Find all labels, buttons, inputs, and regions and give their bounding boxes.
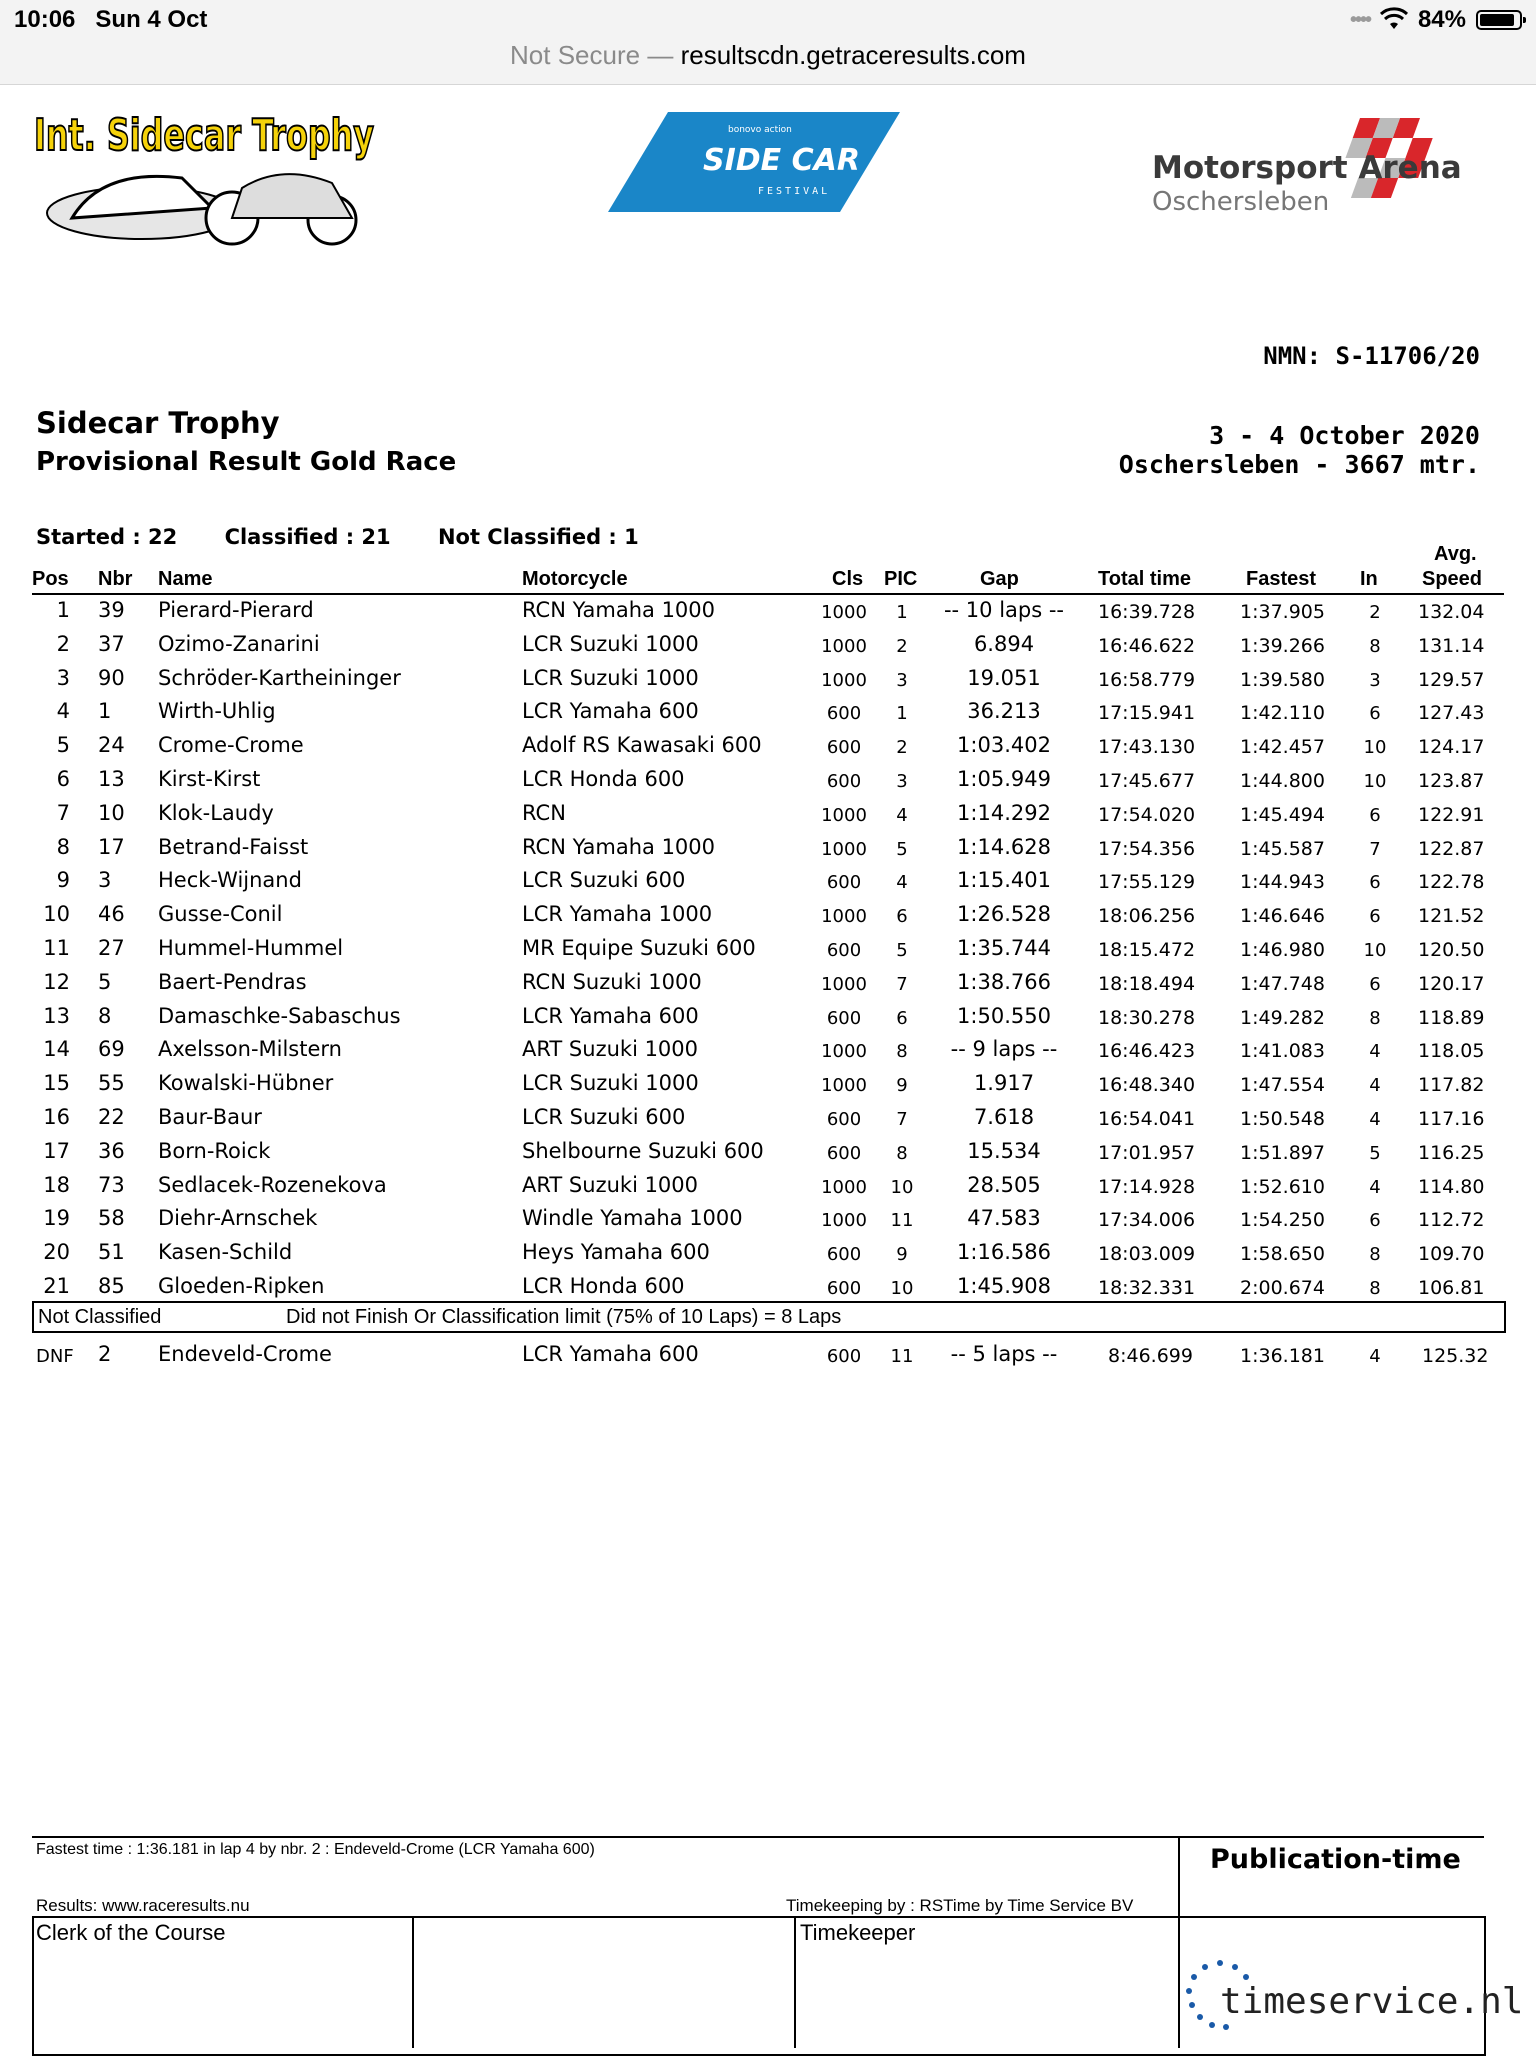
table-row: 3 90 Schröder-Kartheininger LCR Suzuki 1000 1000 3 19.051 16:58.779 1:39.580 3 129.57 <box>56 665 1485 691</box>
svg-text:Int. Sidecar Trophy: Int. Sidecar Trophy <box>34 110 374 161</box>
signal-icon: •••• <box>1349 8 1370 31</box>
svg-text:bonovo action: bonovo action <box>728 125 792 135</box>
table-row: 19 58 Diehr-Arnschek Windle Yamaha 1000 1000 11 47.583 17:34.006 1:54.250 6 112.72 <box>43 1206 1485 1232</box>
status-indicators <box>1350 6 1522 34</box>
col-avg: Avg. <box>1434 543 1477 565</box>
col-name: Name <box>158 568 213 590</box>
timekeeper-label: Timekeeper <box>800 1920 916 1945</box>
int-sidecar-trophy-logo <box>32 108 377 250</box>
col-gap: Gap <box>980 568 1019 590</box>
signature-divider <box>412 1916 414 2048</box>
sidecar-festival-logo <box>608 112 900 212</box>
table-row: 10 46 Gusse-Conil LCR Yamaha 1000 1000 6 1:26.528 18:06.256 1:46.646 6 121.52 <box>43 902 1485 928</box>
not-classified-banner <box>32 1301 1506 1333</box>
table-row: 13 8 Damaschke-Sabaschus LCR Yamaha 600 600 6 1:50.550 18:30.278 1:49.282 8 118.89 <box>43 1003 1485 1029</box>
signature-divider <box>794 1916 796 2048</box>
table-row: 5 24 Crome-Crome Adolf RS Kawasaki 600 600 2 1:03.402 17:43.130 1:42.457 10 124.17 <box>56 733 1485 759</box>
table-row: 6 13 Kirst-Kirst LCR Honda 600 600 3 1:05.949 17:45.677 1:44.800 10 123.87 <box>56 766 1485 792</box>
timeservice-logo <box>1180 1955 1524 2045</box>
browser-status-bar <box>0 0 1536 85</box>
col-total: Total time <box>1098 568 1191 590</box>
svg-text:Oschersleben: Oschersleben <box>1152 187 1330 217</box>
table-row: 17 36 Born-Roick Shelbourne Suzuki 600 600 8 15.534 17:01.957 1:51.897 5 116.25 <box>43 1138 1485 1164</box>
col-pic: PIC <box>884 568 918 590</box>
not-classified-label: Not Classified <box>38 1306 162 1328</box>
dnf-row: DNF 2 Endeveld-Crome LCR Yamaha 600 600 11 -- 5 laps -- 8:46.699 1:36.181 4 125.32 <box>36 1342 1489 1367</box>
col-cls: Cls <box>832 568 864 590</box>
col-nbr: Nbr <box>98 568 133 590</box>
col-speed: Speed <box>1422 568 1483 590</box>
svg-text:FESTIVAL: FESTIVAL <box>758 186 831 197</box>
classified-count: Classified : 21 <box>224 525 391 549</box>
wifi-icon <box>1380 9 1408 31</box>
table-row: 12 5 Baert-Pendras RCN Suzuki 1000 1000 7 1:38.766 18:18.494 1:47.748 6 120.17 <box>43 969 1485 995</box>
col-fastest: Fastest <box>1246 568 1317 590</box>
not-classified-count: Not Classified : 1 <box>437 525 639 549</box>
col-pos: Pos <box>32 568 69 590</box>
col-in: In <box>1360 568 1378 590</box>
page-subtitle: Provisional Result Gold Race <box>36 447 457 477</box>
table-row: 16 22 Baur-Baur LCR Suzuki 600 600 7 7.618 16:54.041 1:50.548 4 117.16 <box>43 1104 1485 1130</box>
not-classified-note: Did not Finish Or Classification limit (75% of 10 Laps) = 8 Laps <box>286 1306 842 1328</box>
table-row: 7 10 Klok-Laudy RCN 1000 4 1:14.292 17:54.020 1:45.494 6 122.91 <box>56 800 1485 826</box>
battery-percent: 84% <box>1417 6 1466 33</box>
table-row: 20 51 Kasen-Schild Heys Yamaha 600 600 9 1:16.586 18:03.009 1:58.650 8 109.70 <box>43 1240 1485 1266</box>
page-title: Sidecar Trophy <box>36 406 280 440</box>
table-row: 9 3 Heck-Wijnand LCR Suzuki 600 600 4 1:15.401 17:55.129 1:44.943 6 122.78 <box>56 868 1485 894</box>
motorsport-arena-logo <box>1150 118 1466 223</box>
race-location: Oschersleben - 3667 mtr. <box>1118 450 1480 479</box>
results-url: Results: www.raceresults.nu <box>36 1896 250 1915</box>
timekeeping-by: Timekeeping by : RSTime by Time Service BV <box>786 1896 1134 1915</box>
svg-text:timeservice.nl: timeservice.nl <box>1220 1981 1524 2022</box>
address-bar[interactable]: Not Secure — resultscdn.getraceresults.com <box>510 40 1026 70</box>
status-time: 10:06 Sun 4 Oct <box>14 6 208 33</box>
table-row: 1 39 Pierard-Pierard RCN Yamaha 1000 1000 1 -- 10 laps -- 16:39.728 1:37.905 2 132.04 <box>56 598 1485 623</box>
table-row: 15 55 Kowalski-Hübner LCR Suzuki 1000 1000 9 1.917 16:48.340 1:47.554 4 117.82 <box>43 1071 1485 1097</box>
race-stats <box>36 525 679 549</box>
svg-text:Motorsport Arena: Motorsport Arena <box>1152 150 1462 186</box>
table-row: 4 1 Wirth-Uhlig LCR Yamaha 600 600 1 36.213 17:15.941 1:42.110 6 127.43 <box>56 699 1485 725</box>
started-count: Started : 22 <box>36 525 178 549</box>
table-row: 11 27 Hummel-Hummel MR Equipe Suzuki 600 600 5 1:35.744 18:15.472 1:46.980 10 120.50 <box>43 935 1485 961</box>
clerk-of-course-label: Clerk of the Course <box>36 1920 226 1945</box>
table-row: 8 17 Betrand-Faisst RCN Yamaha 1000 1000 5 1:14.628 17:54.356 1:45.587 7 122.87 <box>56 834 1485 860</box>
table-row: 21 85 Gloeden-Ripken LCR Honda 600 600 10 1:45.908 18:32.331 2:00.674 8 106.81 <box>43 1273 1485 1299</box>
col-motorcycle: Motorcycle <box>522 568 628 590</box>
race-date: 3 - 4 October 2020 <box>1209 421 1480 450</box>
table-row: 2 37 Ozimo-Zanarini LCR Suzuki 1000 1000 2 6.894 16:46.622 1:39.266 8 131.14 <box>56 631 1485 657</box>
fastest-time-note: Fastest time : 1:36.181 in lap 4 by nbr. 2 : Endeveld-Crome (LCR Yamaha 600) <box>36 1841 595 1858</box>
header-divider <box>32 593 1504 595</box>
table-row: 18 73 Sedlacek-Rozenekova ART Suzuki 1000 1000 10 28.505 17:14.928 1:52.610 4 114.80 <box>43 1172 1485 1198</box>
nmn-number: NMN: S-11706/20 <box>1263 342 1480 370</box>
svg-text:SIDE CAR: SIDE CAR <box>703 143 860 178</box>
table-row: 14 69 Axelsson-Milstern ART Suzuki 1000 1000 8 -- 9 laps -- 16:46.423 1:41.083 4 118.05 <box>43 1037 1485 1063</box>
results-table <box>0 596 1536 1306</box>
battery-icon <box>1476 10 1522 30</box>
publication-time-label: Publication-time <box>1210 1844 1461 1875</box>
